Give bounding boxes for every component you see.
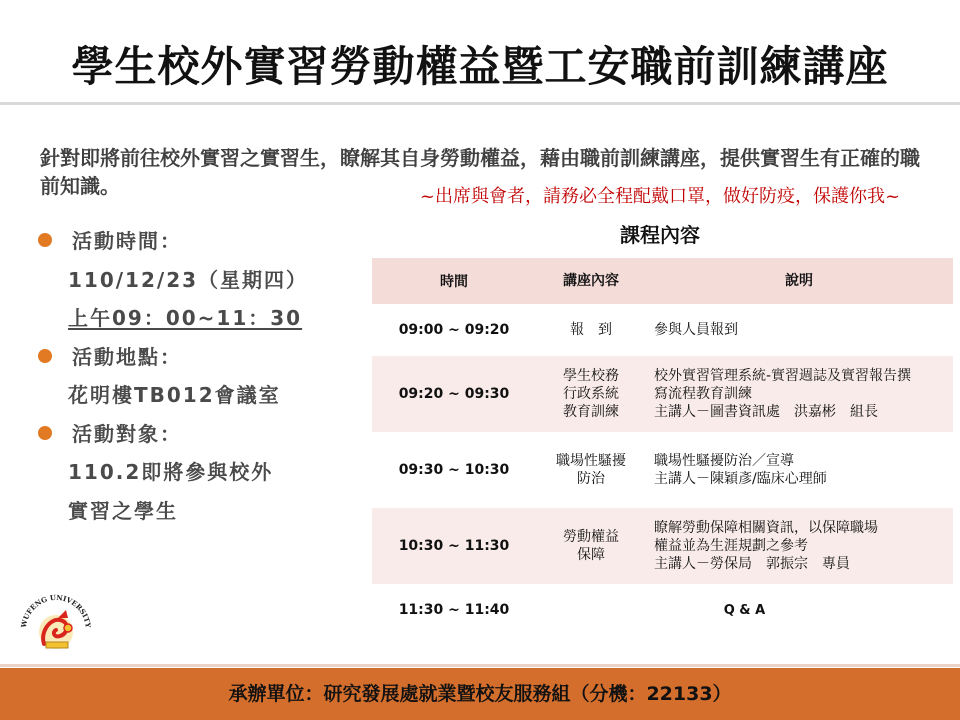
row-topic (536, 356, 646, 432)
footer-organizer: 承辦單位：研究發展處就業暨校友服務組（分機：22133） (0, 668, 960, 720)
topic-line: 學生校務 (563, 368, 619, 384)
row-topic (536, 508, 646, 584)
col-time-header: 時間 (372, 258, 536, 304)
table-row (372, 304, 953, 356)
row-desc (646, 432, 953, 508)
topic-line: 保障 (577, 547, 605, 563)
time-row (38, 222, 368, 261)
col-topic-header: 講座內容 (536, 258, 646, 304)
logo-ring-text: WUFENG UNIVERSITY (18, 592, 93, 629)
row-time: 10:30 ~ 11:30 (372, 508, 536, 584)
topic-line: 防治 (577, 471, 605, 487)
target-line-2: 實習之學生 (68, 498, 178, 523)
university-logo-icon (16, 588, 96, 660)
row-topic (536, 432, 646, 508)
topic-line: 報 到 (570, 322, 612, 338)
schedule-grid (372, 258, 953, 636)
row-desc (646, 356, 953, 432)
intro-paragraph: 針對即將前往校外實習之實習生，瞭解其自身勞動權益，藉由職前訓練講座，提供實習生有正確的職前知識。 (40, 146, 920, 198)
target-row (38, 415, 368, 454)
desc-line: 職場性騷擾防治／宣導 (654, 453, 794, 469)
row-time: 09:30 ~ 10:30 (372, 432, 536, 508)
place-row (38, 338, 368, 377)
time-hours-text: 上午09：00~11：30 (68, 306, 303, 330)
time-date: 110/12/23（星期四） (68, 267, 309, 292)
time-label: 活動時間： (72, 229, 182, 253)
page-title: 學生校外實習勞動權益暨工安職前訓練講座 (71, 42, 889, 91)
desc-line: 權益並為生涯規劃之參考 (654, 538, 808, 554)
row-desc (646, 304, 953, 356)
desc-line: 寫流程教育訓練 (654, 386, 752, 402)
event-info (38, 222, 368, 530)
table-row (372, 508, 953, 584)
place-value: 花明樓TB012會議室 (68, 383, 281, 407)
row-time: 11:30 ~ 11:40 (372, 584, 536, 636)
topic-line: 勞動權益 (563, 529, 619, 545)
desc-line: 主講人－勞保局 郭振宗 專員 (654, 556, 850, 572)
place-label: 活動地點： (72, 344, 182, 369)
bullet-icon (38, 349, 52, 363)
table-row (372, 356, 953, 432)
desc-line: 主講人－圖書資訊處 洪嘉彬 組長 (654, 404, 878, 420)
topic-line: 職場性騷擾 (556, 453, 626, 469)
mask-notice: ~出席與會者，請務必全程配戴口罩，做好防疫，保護你我~ (419, 186, 901, 207)
desc-line: 校外實習管理系統-實習週誌及實習報告撰 (654, 368, 912, 384)
title-divider (0, 102, 960, 105)
bullet-icon (38, 426, 52, 440)
topic-line: 教育訓練 (563, 404, 619, 420)
row-topic (536, 304, 646, 356)
schedule-column-headers (372, 258, 953, 304)
target-line-1: 110.2即將參與校外 (68, 460, 274, 484)
table-row (372, 584, 953, 636)
topic-line: 行政系統 (563, 386, 619, 402)
schedule-header: 課程內容 (372, 212, 948, 258)
desc-line: 參與人員報到 (654, 322, 738, 338)
row-desc (646, 508, 953, 584)
table-row (372, 432, 953, 508)
col-desc-header: 說明 (646, 258, 953, 304)
footer-divider (0, 664, 960, 667)
desc-line: 主講人－陳穎彥/臨床心理師 (654, 471, 827, 487)
schedule-table (372, 212, 948, 636)
row-qa: Q & A (536, 584, 953, 636)
row-time: 09:20 ~ 09:30 (372, 356, 536, 432)
bullet-icon (38, 233, 52, 247)
target-label: 活動對象： (72, 421, 182, 446)
time-hours (38, 299, 368, 338)
desc-line: 瞭解勞動保障相關資訊，以保障職場 (654, 520, 878, 536)
row-time: 09:00 ~ 09:20 (372, 304, 536, 356)
